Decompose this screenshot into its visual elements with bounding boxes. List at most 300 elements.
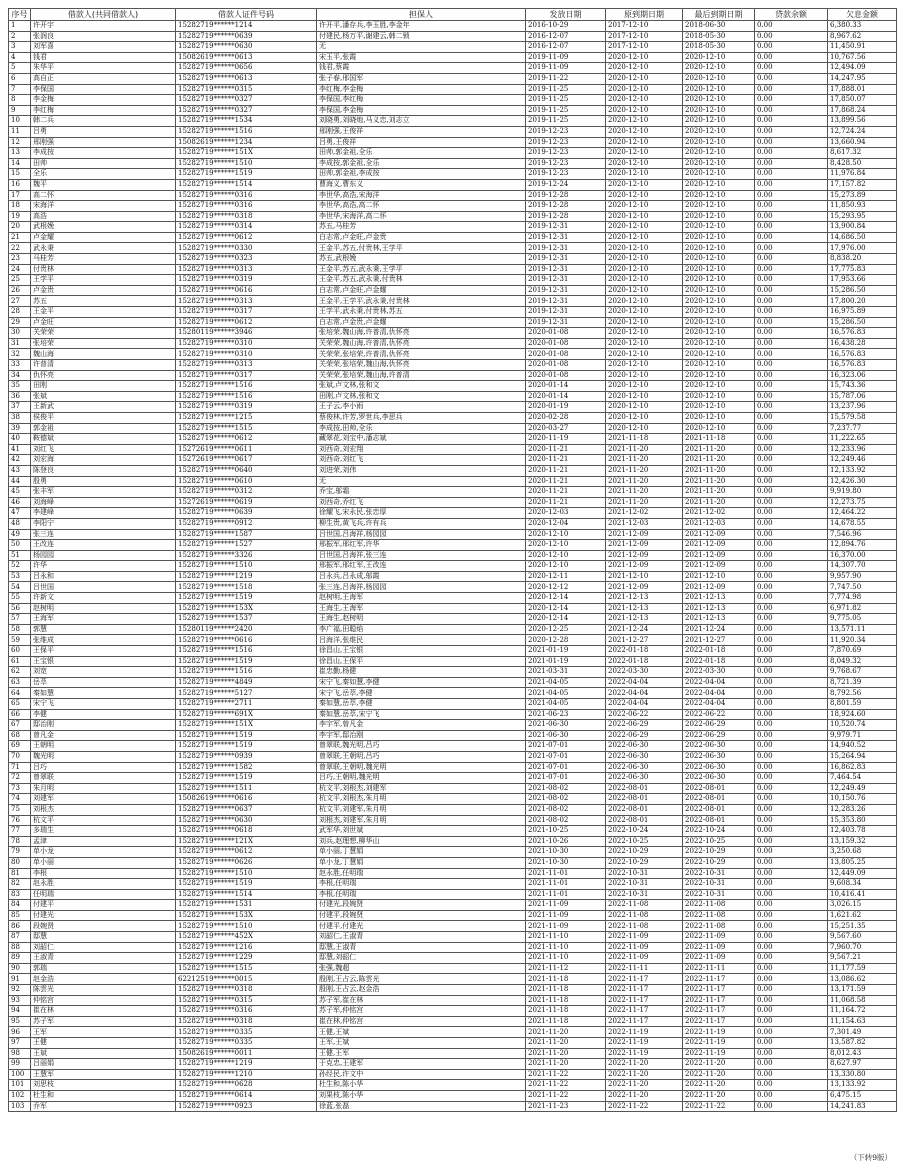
table-row	[9, 328, 897, 339]
cell-final-due-date: 2020-12-10	[683, 307, 755, 318]
cell-id-number: 15282719******0318	[176, 1016, 317, 1027]
cell-id-number: 15282719******0327	[176, 95, 317, 106]
cell-final-due-date: 2022-11-08	[683, 900, 755, 911]
cell-id-number: 15272619******0619	[176, 497, 317, 508]
cell-index: 11	[9, 126, 31, 137]
cell-issue-date: 2020-12-14	[526, 603, 606, 614]
cell-borrower: 刘韶仁	[31, 942, 176, 953]
cell-final-due-date: 2020-12-10	[683, 116, 755, 127]
cell-guarantor: 杭文平,刘根杰,朱月明	[317, 794, 526, 805]
cell-original-due-date: 2022-10-31	[606, 889, 683, 900]
cell-guarantor: 刘西奇,乔红飞	[317, 497, 526, 508]
cell-original-due-date: 2022-11-09	[606, 942, 683, 953]
cell-loan-balance: 0.00	[755, 900, 828, 911]
table-row	[9, 243, 897, 254]
table-row	[9, 232, 897, 243]
cell-interest-owed: 9,919.80	[828, 487, 897, 498]
cell-final-due-date: 2020-12-10	[683, 63, 755, 74]
cell-borrower: 李红梅	[31, 105, 176, 116]
table-row	[9, 1069, 897, 1080]
cell-final-due-date: 2021-12-13	[683, 603, 755, 614]
cell-borrower: 许华	[31, 561, 176, 572]
cell-guarantor: 王金平,苏五,武永秉,王学平	[317, 264, 526, 275]
cell-guarantor: 刘晓勇,刘晓炮,马义忠,刘志立	[317, 116, 526, 127]
cell-issue-date: 2020-12-04	[526, 518, 606, 529]
cell-index: 90	[9, 963, 31, 974]
table-row	[9, 624, 897, 635]
cell-borrower: 崔在林	[31, 1006, 176, 1017]
cell-issue-date: 2021-10-25	[526, 826, 606, 837]
cell-loan-balance: 0.00	[755, 465, 828, 476]
cell-final-due-date: 2022-11-17	[683, 1006, 755, 1017]
cell-interest-owed: 12,283.26	[828, 804, 897, 815]
cell-interest-owed: 15,353.80	[828, 815, 897, 826]
cell-guarantor: 李红梅,李金梅	[317, 84, 526, 95]
cell-original-due-date: 2021-11-20	[606, 465, 683, 476]
cell-interest-owed: 15,251.35	[828, 921, 897, 932]
cell-final-due-date: 2018-06-30	[683, 21, 755, 32]
cell-issue-date: 2021-11-22	[526, 1090, 606, 1101]
cell-guarantor: 刘西奇,刘宏翔	[317, 444, 526, 455]
cell-guarantor: 徐昌山,王保平	[317, 656, 526, 667]
cell-guarantor: 武军华,刘世斌	[317, 826, 526, 837]
cell-id-number: 15282719******0330	[176, 243, 317, 254]
cell-original-due-date: 2022-10-29	[606, 847, 683, 858]
cell-index: 34	[9, 370, 31, 381]
cell-id-number: 15282719******1219	[176, 571, 317, 582]
cell-index: 60	[9, 646, 31, 657]
cell-loan-balance: 0.00	[755, 921, 828, 932]
cell-original-due-date: 2022-08-01	[606, 794, 683, 805]
cell-final-due-date: 2020-12-10	[683, 232, 755, 243]
cell-index: 84	[9, 900, 31, 911]
cell-loan-balance: 0.00	[755, 190, 828, 201]
cell-final-due-date: 2020-12-10	[683, 211, 755, 222]
table-row	[9, 783, 897, 794]
cell-issue-date: 2020-01-08	[526, 370, 606, 381]
cell-interest-owed: 10,150.76	[828, 794, 897, 805]
cell-loan-balance: 0.00	[755, 1048, 828, 1059]
cell-original-due-date: 2020-12-10	[606, 232, 683, 243]
cell-borrower: 王保平	[31, 646, 176, 657]
cell-issue-date: 2019-12-28	[526, 201, 606, 212]
cell-final-due-date: 2022-01-18	[683, 656, 755, 667]
cell-id-number: 15282719******0313	[176, 296, 317, 307]
cell-loan-balance: 0.00	[755, 243, 828, 254]
cell-guarantor: 宋宁飞,秦如慧,李健	[317, 677, 526, 688]
header-interest-owed: 欠息金额	[828, 9, 897, 21]
cell-original-due-date: 2020-12-10	[606, 254, 683, 265]
cell-issue-date: 2021-11-20	[526, 1027, 606, 1038]
table-row	[9, 518, 897, 529]
cell-final-due-date: 2022-08-01	[683, 804, 755, 815]
table-row	[9, 42, 897, 53]
table-body	[9, 21, 897, 1112]
cell-borrower: 张三连	[31, 529, 176, 540]
cell-index: 16	[9, 179, 31, 190]
cell-interest-owed: 7,747.50	[828, 582, 897, 593]
cell-issue-date: 2021-04-05	[526, 688, 606, 699]
cell-issue-date: 2019-12-28	[526, 190, 606, 201]
table-row	[9, 105, 897, 116]
cell-interest-owed: 11,222.65	[828, 434, 897, 445]
cell-issue-date: 2019-12-31	[526, 285, 606, 296]
cell-interest-owed: 10,416.41	[828, 889, 897, 900]
cell-id-number: 15282719******0319	[176, 402, 317, 413]
cell-borrower: 李保国	[31, 84, 176, 95]
cell-loan-balance: 0.00	[755, 1016, 828, 1027]
cell-index: 49	[9, 529, 31, 540]
cell-loan-balance: 0.00	[755, 582, 828, 593]
cell-issue-date: 2019-12-31	[526, 222, 606, 233]
cell-final-due-date: 2020-12-10	[683, 243, 755, 254]
cell-issue-date: 2021-07-01	[526, 751, 606, 762]
cell-id-number: 15282719******0316	[176, 1006, 317, 1017]
cell-final-due-date: 2022-04-04	[683, 688, 755, 699]
cell-issue-date: 2021-11-20	[526, 1038, 606, 1049]
cell-borrower: 王宝银	[31, 656, 176, 667]
cell-loan-balance: 0.00	[755, 360, 828, 371]
cell-borrower: 苏子军	[31, 1016, 176, 1027]
cell-issue-date: 2019-12-31	[526, 254, 606, 265]
cell-final-due-date: 2022-10-24	[683, 826, 755, 837]
cell-loan-balance: 0.00	[755, 444, 828, 455]
cell-borrower: 秦如慧	[31, 688, 176, 699]
table-row	[9, 264, 897, 275]
table-row	[9, 317, 897, 328]
cell-loan-balance: 0.00	[755, 804, 828, 815]
cell-loan-balance: 0.00	[755, 1006, 828, 1017]
cell-original-due-date: 2022-10-25	[606, 836, 683, 847]
header-final-due-date: 最后到期日期	[683, 9, 755, 21]
cell-id-number: 15282719******0613	[176, 73, 317, 84]
cell-guarantor: 许开平,潘存兵,李玉胜,李金年	[317, 21, 526, 32]
cell-original-due-date: 2022-11-20	[606, 1090, 683, 1101]
table-row	[9, 773, 897, 784]
table-row	[9, 932, 897, 943]
cell-interest-owed: 13,805.25	[828, 857, 897, 868]
cell-loan-balance: 0.00	[755, 370, 828, 381]
cell-loan-balance: 0.00	[755, 264, 828, 275]
cell-loan-balance: 0.00	[755, 783, 828, 794]
cell-original-due-date: 2022-04-04	[606, 677, 683, 688]
table-row	[9, 1090, 897, 1101]
cell-index: 26	[9, 285, 31, 296]
cell-issue-date: 2020-11-21	[526, 476, 606, 487]
cell-borrower: 李根	[31, 868, 176, 879]
cell-final-due-date: 2021-12-03	[683, 518, 755, 529]
cell-id-number: 15282719******4849	[176, 677, 317, 688]
cell-final-due-date: 2021-12-24	[683, 624, 755, 635]
cell-guarantor: 邸慧,王淑青	[317, 942, 526, 953]
cell-issue-date: 2021-11-18	[526, 995, 606, 1006]
cell-loan-balance: 0.00	[755, 116, 828, 127]
cell-issue-date: 2021-07-01	[526, 741, 606, 752]
cell-index: 30	[9, 328, 31, 339]
cell-final-due-date: 2020-12-10	[683, 391, 755, 402]
cell-index: 56	[9, 603, 31, 614]
cell-issue-date: 2020-12-28	[526, 635, 606, 646]
cell-guarantor: 吕勇,王俊祥	[317, 137, 526, 148]
cell-id-number: 15282719******0939	[176, 751, 317, 762]
cell-interest-owed: 13,899.56	[828, 116, 897, 127]
cell-guarantor: 邢振军,邢红军,许华	[317, 540, 526, 551]
cell-guarantor: 曹海义,曹东义	[317, 179, 526, 190]
cell-loan-balance: 0.00	[755, 63, 828, 74]
cell-index: 85	[9, 910, 31, 921]
cell-borrower: 刘海峰	[31, 497, 176, 508]
cell-guarantor: 王海生,王海军	[317, 603, 526, 614]
cell-issue-date: 2021-08-02	[526, 794, 606, 805]
cell-borrower: 张维成	[31, 635, 176, 646]
cell-issue-date: 2021-08-02	[526, 804, 606, 815]
cell-issue-date: 2019-12-28	[526, 211, 606, 222]
cell-borrower: 高二怀	[31, 190, 176, 201]
cell-interest-owed: 6,475.15	[828, 1090, 897, 1101]
cell-original-due-date: 2020-12-10	[606, 222, 683, 233]
cell-id-number: 15282719******1214	[176, 21, 317, 32]
cell-borrower: 邢刚强	[31, 137, 176, 148]
cell-loan-balance: 0.00	[755, 720, 828, 731]
cell-id-number: 15282719******121X	[176, 836, 317, 847]
cell-interest-owed: 8,721.39	[828, 677, 897, 688]
cell-index: 31	[9, 338, 31, 349]
cell-original-due-date: 2020-12-10	[606, 349, 683, 360]
cell-issue-date: 2019-11-25	[526, 84, 606, 95]
cell-borrower: 张丰军	[31, 487, 176, 498]
cell-final-due-date: 2020-12-10	[683, 264, 755, 275]
cell-interest-owed: 16,862.83	[828, 762, 897, 773]
table-row	[9, 688, 897, 699]
cell-final-due-date: 2021-11-20	[683, 487, 755, 498]
cell-id-number: 15282719******0314	[176, 222, 317, 233]
cell-interest-owed: 12,449.09	[828, 868, 897, 879]
cell-interest-owed: 8,049.32	[828, 656, 897, 667]
cell-interest-owed: 13,086.62	[828, 974, 897, 985]
table-row	[9, 741, 897, 752]
loan-arrears-table	[8, 8, 897, 1112]
cell-loan-balance: 0.00	[755, 423, 828, 434]
cell-guarantor: 苏五,武根娩	[317, 254, 526, 265]
cell-original-due-date: 2022-03-30	[606, 667, 683, 678]
cell-guarantor: 邢刚强,王俊祥	[317, 126, 526, 137]
cell-guarantor: 张强,魏超	[317, 963, 526, 974]
cell-original-due-date: 2021-11-20	[606, 487, 683, 498]
cell-loan-balance: 0.00	[755, 953, 828, 964]
table-row	[9, 391, 897, 402]
cell-id-number: 15282719******0318	[176, 211, 317, 222]
cell-borrower: 王朝明	[31, 741, 176, 752]
cell-interest-owed: 1,621.62	[828, 910, 897, 921]
cell-final-due-date: 2020-12-10	[683, 275, 755, 286]
cell-index: 1	[9, 21, 31, 32]
cell-interest-owed: 6,380.33	[828, 21, 897, 32]
table-row	[9, 529, 897, 540]
cell-original-due-date: 2022-11-19	[606, 1048, 683, 1059]
cell-id-number: 15282719******1229	[176, 953, 317, 964]
cell-issue-date: 2021-01-19	[526, 646, 606, 657]
cell-original-due-date: 2020-12-10	[606, 84, 683, 95]
cell-original-due-date: 2020-12-10	[606, 402, 683, 413]
cell-id-number: 15282719******0317	[176, 307, 317, 318]
cell-original-due-date: 2021-12-13	[606, 603, 683, 614]
cell-loan-balance: 0.00	[755, 402, 828, 413]
cell-issue-date: 2020-01-08	[526, 328, 606, 339]
cell-interest-owed: 17,800.20	[828, 296, 897, 307]
cell-loan-balance: 0.00	[755, 328, 828, 339]
table-row	[9, 974, 897, 985]
cell-borrower: 吕勇	[31, 126, 176, 137]
cell-id-number: 15282719******1210	[176, 1069, 317, 1080]
cell-issue-date: 2021-11-18	[526, 1006, 606, 1017]
cell-borrower: 邸慧	[31, 932, 176, 943]
cell-issue-date: 2019-12-31	[526, 275, 606, 286]
table-row	[9, 508, 897, 519]
cell-id-number: 15282719******0628	[176, 1080, 317, 1091]
cell-loan-balance: 0.00	[755, 1059, 828, 1070]
table-row	[9, 1027, 897, 1038]
cell-original-due-date: 2022-11-11	[606, 963, 683, 974]
cell-final-due-date: 2021-12-02	[683, 508, 755, 519]
table-row	[9, 561, 897, 572]
cell-index: 71	[9, 762, 31, 773]
cell-id-number: 15282719******0335	[176, 1027, 317, 1038]
cell-guarantor: 王健,王军	[317, 1048, 526, 1059]
cell-guarantor: 付建平,付建光	[317, 921, 526, 932]
cell-id-number: 15282719******0335	[176, 1038, 317, 1049]
cell-guarantor: 于克忠,王建军	[317, 1059, 526, 1070]
cell-borrower: 曾翠联	[31, 773, 176, 784]
cell-index: 52	[9, 561, 31, 572]
cell-borrower: 陈登良	[31, 465, 176, 476]
cell-id-number: 15282719******1510	[176, 158, 317, 169]
cell-interest-owed: 13,159.32	[828, 836, 897, 847]
cell-original-due-date: 2017-12-10	[606, 31, 683, 42]
cell-final-due-date: 2022-11-19	[683, 1027, 755, 1038]
cell-final-due-date: 2020-12-10	[683, 349, 755, 360]
cell-issue-date: 2021-11-23	[526, 1101, 606, 1112]
cell-original-due-date: 2017-12-10	[606, 42, 683, 53]
cell-original-due-date: 2020-12-10	[606, 264, 683, 275]
header-original-due-date: 原到期日期	[606, 9, 683, 21]
cell-interest-owed: 12,426.30	[828, 476, 897, 487]
cell-loan-balance: 0.00	[755, 815, 828, 826]
cell-index: 35	[9, 381, 31, 392]
cell-final-due-date: 2020-12-10	[683, 169, 755, 180]
cell-guarantor: 无	[317, 42, 526, 53]
cell-index: 103	[9, 1101, 31, 1112]
cell-borrower: 王金平	[31, 307, 176, 318]
cell-index: 96	[9, 1027, 31, 1038]
cell-borrower: 赵永胜	[31, 879, 176, 890]
cell-final-due-date: 2022-06-29	[683, 730, 755, 741]
continued-note: （下转9版）	[849, 1153, 892, 1162]
cell-original-due-date: 2022-11-20	[606, 1059, 683, 1070]
cell-id-number: 62212519******0015	[176, 974, 317, 985]
cell-original-due-date: 2022-11-09	[606, 953, 683, 964]
cell-index: 67	[9, 720, 31, 731]
cell-index: 70	[9, 751, 31, 762]
cell-interest-owed: 8,627.97	[828, 1059, 897, 1070]
cell-interest-owed: 8,801.59	[828, 699, 897, 710]
cell-final-due-date: 2020-12-10	[683, 52, 755, 63]
cell-id-number: 15282719******1519	[176, 730, 317, 741]
cell-index: 33	[9, 360, 31, 371]
cell-original-due-date: 2021-12-27	[606, 635, 683, 646]
cell-final-due-date: 2022-08-01	[683, 783, 755, 794]
cell-interest-owed: 11,154.63	[828, 1016, 897, 1027]
cell-interest-owed: 7,237.77	[828, 423, 897, 434]
cell-index: 12	[9, 137, 31, 148]
cell-issue-date: 2019-12-31	[526, 232, 606, 243]
table-row	[9, 137, 897, 148]
cell-guarantor: 关荣荣,张培荣,魏山海,仇怀亮	[317, 360, 526, 371]
cell-index: 62	[9, 667, 31, 678]
cell-interest-owed: 16,576.83	[828, 328, 897, 339]
cell-id-number: 15282719******0612	[176, 232, 317, 243]
table-header-row	[9, 9, 897, 21]
cell-guarantor: 李世华,宋海洋,高二怀	[317, 211, 526, 222]
cell-interest-owed: 13,237.96	[828, 402, 897, 413]
cell-index: 48	[9, 518, 31, 529]
cell-borrower: 陈雲光	[31, 985, 176, 996]
cell-interest-owed: 12,403.78	[828, 826, 897, 837]
cell-index: 51	[9, 550, 31, 561]
cell-original-due-date: 2022-11-17	[606, 995, 683, 1006]
cell-index: 55	[9, 593, 31, 604]
cell-final-due-date: 2022-10-29	[683, 857, 755, 868]
cell-loan-balance: 0.00	[755, 349, 828, 360]
cell-final-due-date: 2020-12-10	[683, 317, 755, 328]
cell-final-due-date: 2020-12-10	[683, 222, 755, 233]
cell-borrower: 张斌	[31, 391, 176, 402]
cell-id-number: 15282719******0315	[176, 84, 317, 95]
cell-final-due-date: 2022-11-09	[683, 942, 755, 953]
cell-guarantor: 王子云,李小雨	[317, 402, 526, 413]
table-row	[9, 126, 897, 137]
cell-borrower: 武根娩	[31, 222, 176, 233]
cell-guarantor: 吕永兵,吕永成,邬霞	[317, 571, 526, 582]
cell-issue-date: 2019-11-22	[526, 73, 606, 84]
cell-final-due-date: 2020-12-10	[683, 84, 755, 95]
cell-id-number: 15282719******0630	[176, 42, 317, 53]
cell-borrower: 魏平	[31, 179, 176, 190]
cell-index: 3	[9, 42, 31, 53]
cell-final-due-date: 2022-06-29	[683, 720, 755, 731]
cell-guarantor: 邢振军,邢红军,王改连	[317, 561, 526, 572]
cell-id-number: 15282719******0616	[176, 285, 317, 296]
cell-loan-balance: 0.00	[755, 688, 828, 699]
cell-interest-owed: 15,286.50	[828, 285, 897, 296]
cell-id-number: 15282719******1537	[176, 614, 317, 625]
cell-loan-balance: 0.00	[755, 497, 828, 508]
table-row	[9, 635, 897, 646]
table-row	[9, 95, 897, 106]
cell-borrower: 杜生和	[31, 1090, 176, 1101]
cell-id-number: 15282719******0618	[176, 826, 317, 837]
cell-guarantor: 柳生贵,黄飞兵,许有兵	[317, 518, 526, 529]
cell-guarantor: 杜生和,陈小华	[317, 1080, 526, 1091]
cell-loan-balance: 0.00	[755, 52, 828, 63]
cell-index: 65	[9, 699, 31, 710]
cell-borrower: 李建峰	[31, 508, 176, 519]
cell-guarantor: 李根,任明瑞	[317, 889, 526, 900]
cell-guarantor: 苏子军,崔在林	[317, 995, 526, 1006]
table-row	[9, 381, 897, 392]
cell-original-due-date: 2022-11-20	[606, 1080, 683, 1091]
cell-id-number: 15282719******0630	[176, 815, 317, 826]
cell-original-due-date: 2021-12-09	[606, 550, 683, 561]
